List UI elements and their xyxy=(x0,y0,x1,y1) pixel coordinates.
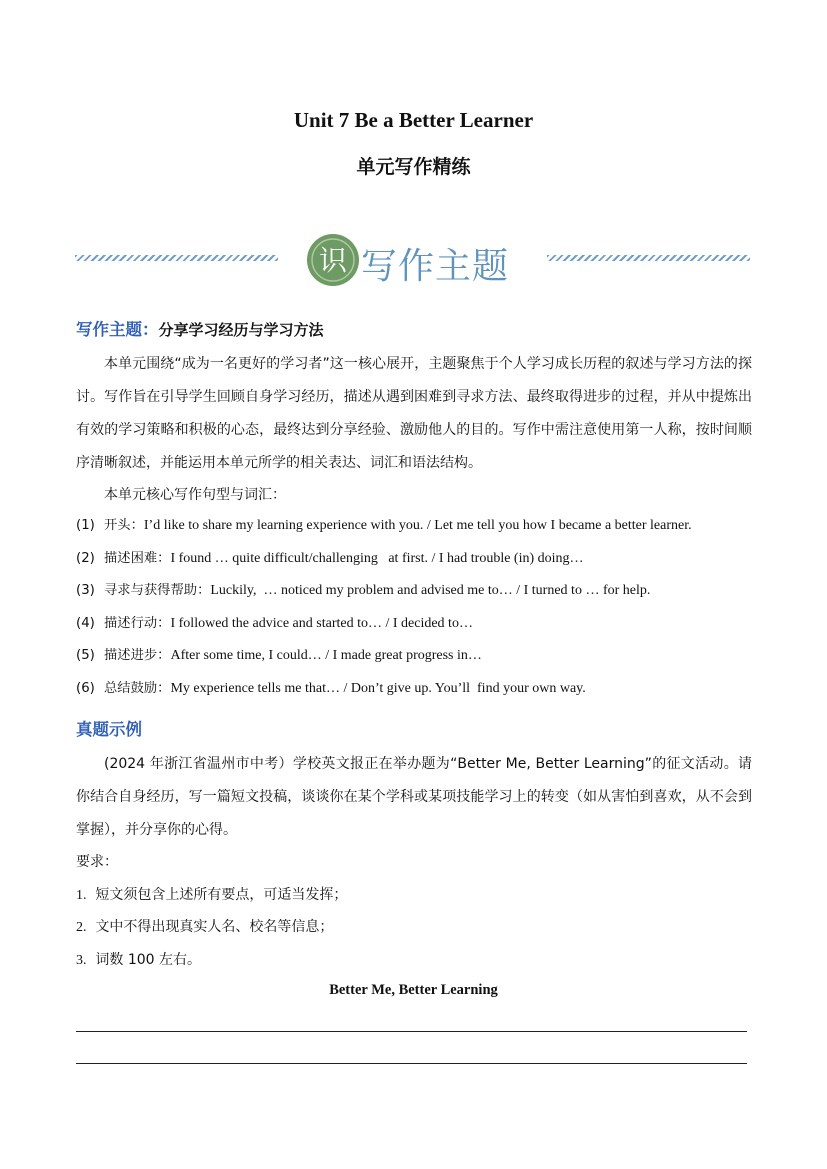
banner-stripe-right xyxy=(547,255,750,261)
topic-heading xyxy=(76,316,324,340)
unit-title: Unit 7 Be a Better Learner xyxy=(293,108,534,132)
unit-subtitle: 单元写作精练 xyxy=(356,156,471,178)
requirement-item: 1. 短文须包含上述所有要点，可适当发挥； xyxy=(76,887,348,903)
list-item: (1) 开头：I’d like to share my learning experience with you. / Let me tell you how I became a better learner. xyxy=(76,518,692,533)
list-item: (6) 总结鼓励：My experience tells me that… / Don’t give up. You’ll find your own way. xyxy=(76,680,586,696)
list-item: (4) 描述行动：I followed the advice and started to… / I decided to… xyxy=(76,615,473,631)
topic-banner xyxy=(75,228,750,292)
example-heading: 真题示例 xyxy=(76,720,142,739)
badge-icon xyxy=(305,232,361,288)
requirements-label: 要求： xyxy=(76,854,118,870)
essay-title: Better Me, Better Learning xyxy=(329,982,498,998)
example-prompt: (2024 年浙江省温州市中考）学校英文报正在举办题为“Better Me, Better Learning”的征文活动。请你结合自身经历，写一篇短文投稿，谈谈你在某个学科或某项技能学习上的转变（如从害怕到喜欢，从不会到掌握），并分享你的心得。 xyxy=(76,756,752,838)
writing-line xyxy=(76,1031,747,1032)
pattern-list xyxy=(76,510,766,705)
intro-paragraph: 本单元围绕“成为一名更好的学习者”这一核心展开，主题聚焦于个人学习成长历程的叙述与学习方法的探讨。写作旨在引导学生回顾自身学习经历，描述从遇到困难到寻求方法、最终取得进步的过程，并从中提炼出有效的学习策略和积极的心态，最终达到分享经验、激励他人的目的。写作中需注意使用第一人称，按时间顺序清晰叙述，并能运用本单元所学的相关表达、词汇和语法结构。 xyxy=(76,356,752,471)
list-item: (2) 描述困难：I found … quite difficult/challenging at first. / I had trouble (in) doing… xyxy=(76,550,584,566)
banner-title: 写作主题 xyxy=(361,246,510,287)
badge-char: 识 xyxy=(318,244,348,277)
list-item: (3) 寻求与获得帮助：Luckily, … noticed my problem and advised me to… / I turned to … for help. xyxy=(76,583,651,598)
list-item: (5) 描述进步：After some time, I could… / I made great progress in… xyxy=(76,648,482,663)
topic-value: 分享学习经历与学习方法 xyxy=(158,321,324,339)
banner-stripe-left xyxy=(75,255,278,261)
requirement-item: 3. 词数 100 左右。 xyxy=(76,952,202,968)
core-intro: 本单元核心写作句型与词汇： xyxy=(104,487,286,503)
writing-line xyxy=(76,1063,747,1064)
requirement-item: 2. 文中不得出现真实人名、校名等信息； xyxy=(76,919,334,935)
topic-label: 写作主题： xyxy=(76,320,159,339)
